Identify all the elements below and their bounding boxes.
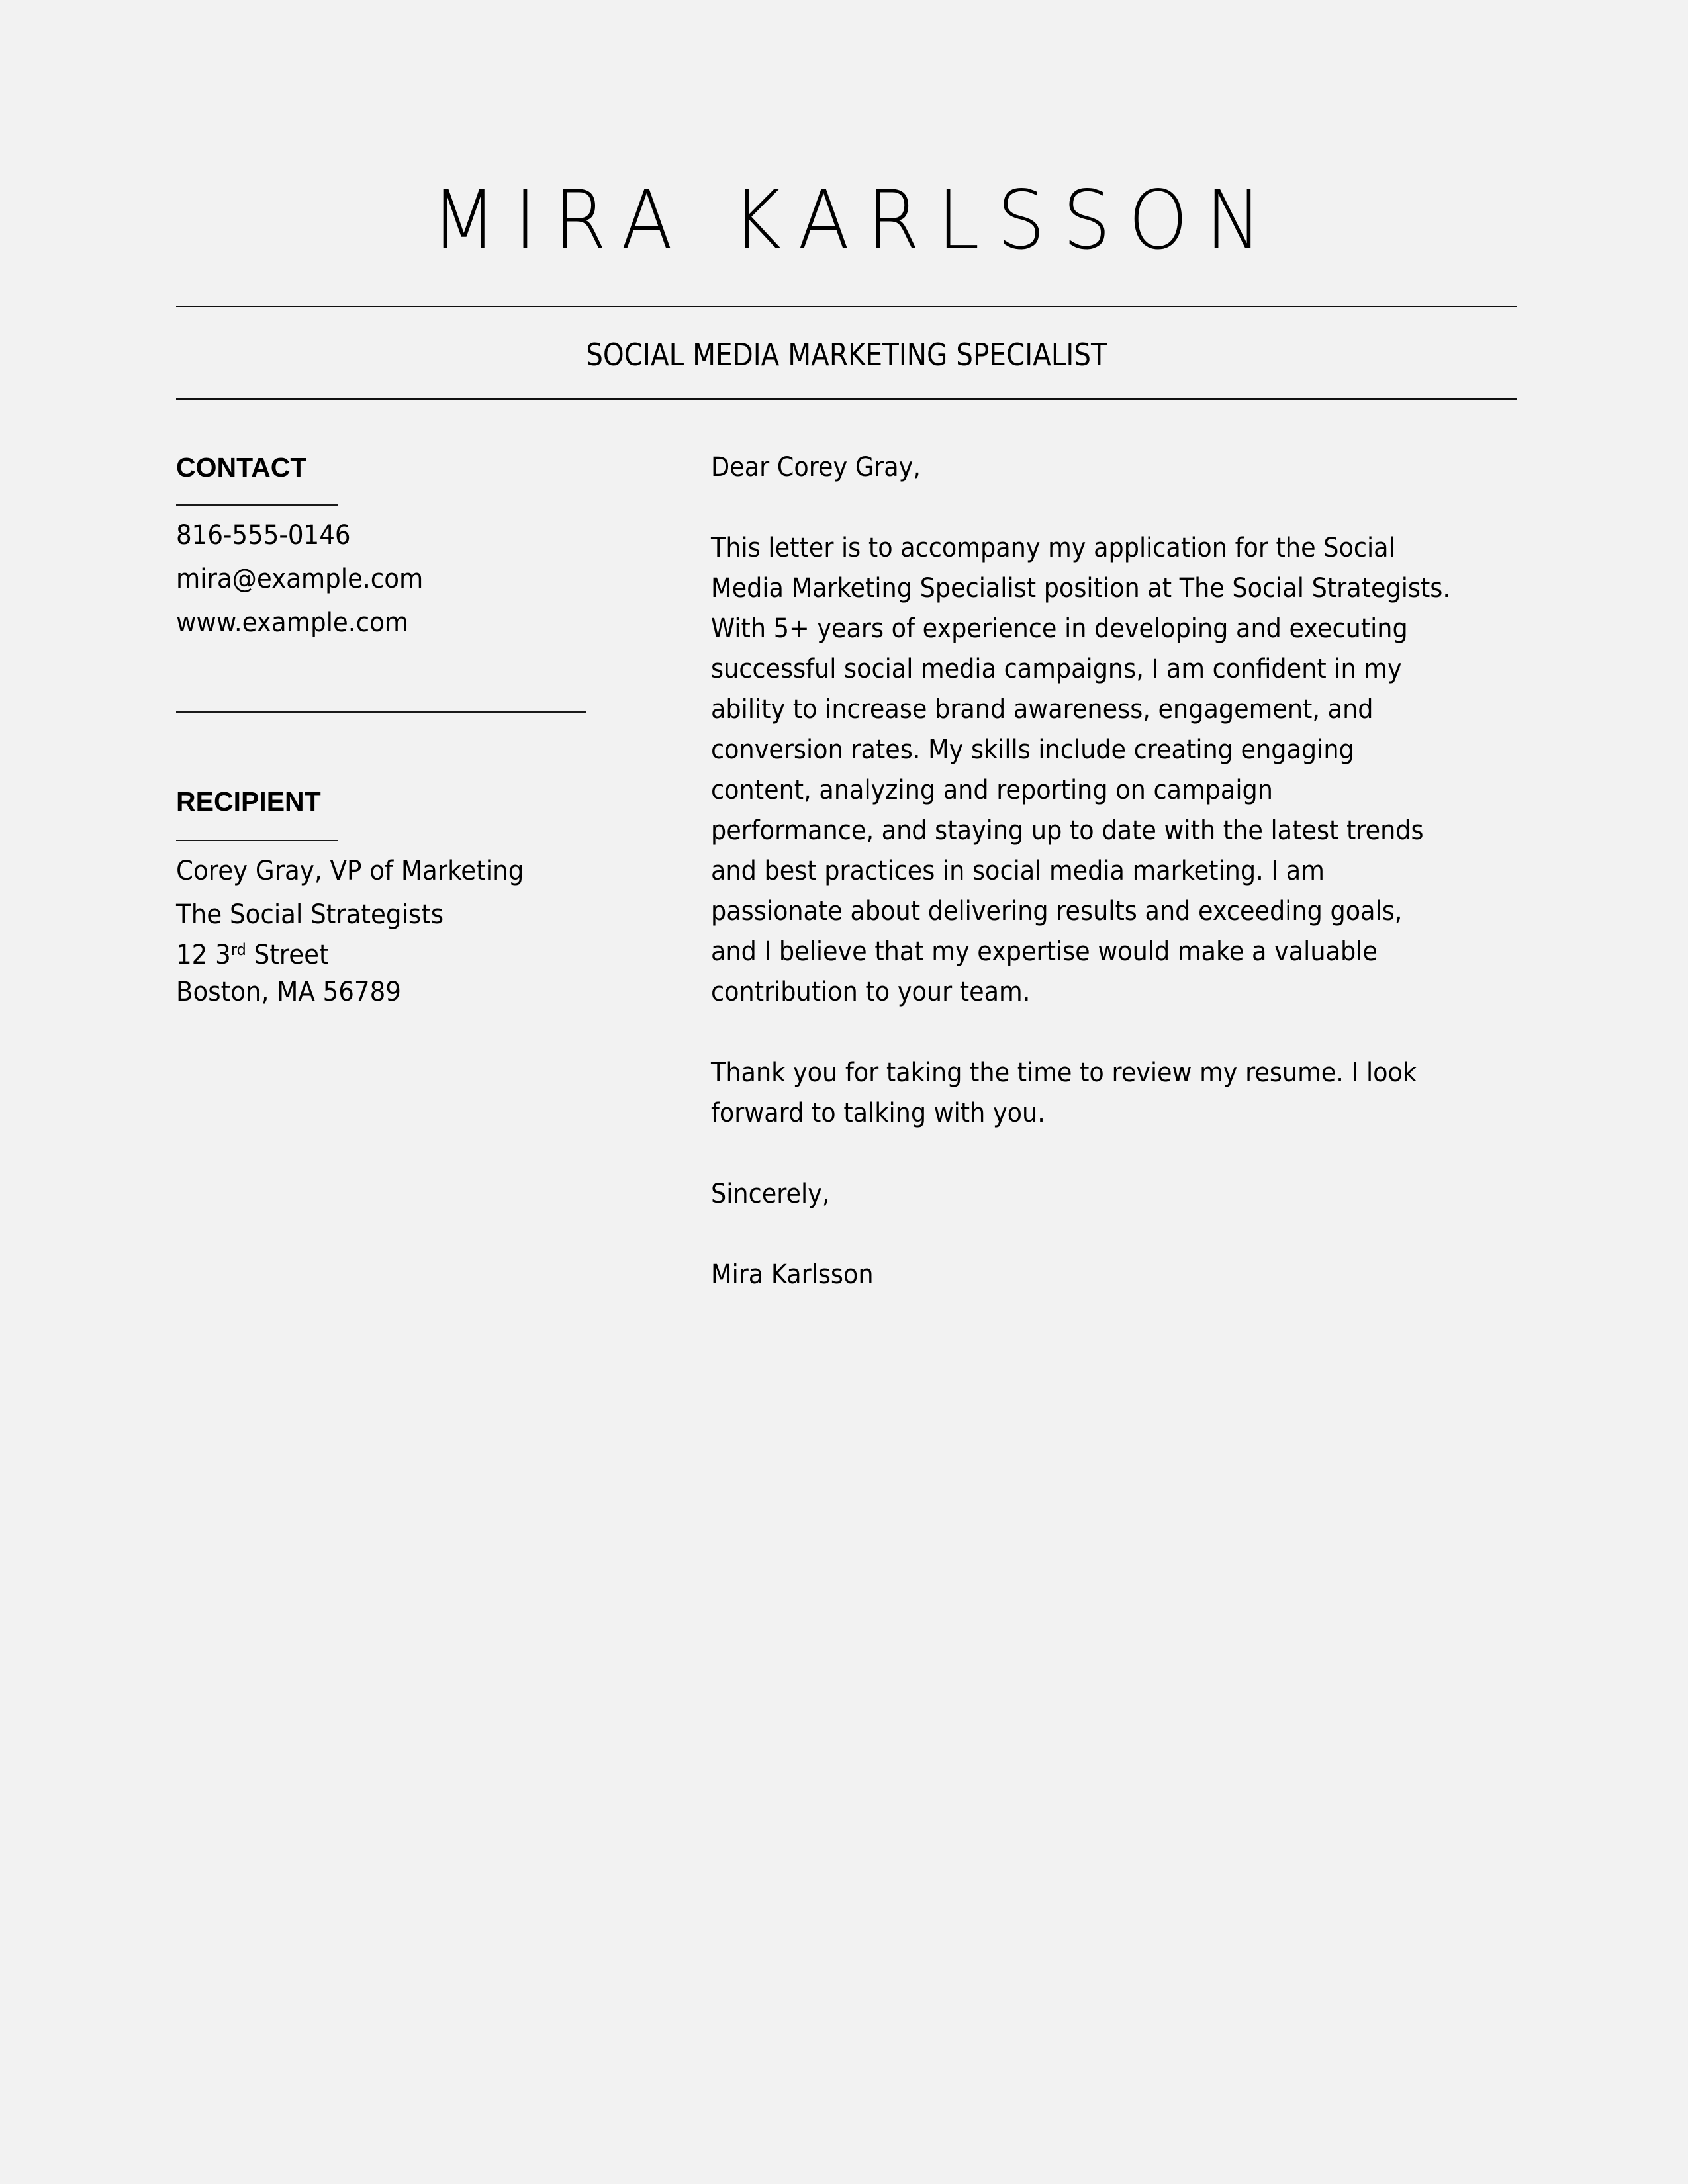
paragraph-line: content, analyzing and reporting on campaign (711, 775, 1273, 805)
paragraph-line: Media Marketing Specialist position at The Social Strategists. (711, 573, 1451, 604)
recipient-street (176, 936, 524, 974)
paragraph-line: contribution to your team. (711, 977, 1031, 1007)
paragraph-line: This letter is to accompany my application for the Social (711, 533, 1395, 563)
applicant-name: MIRA KARLSSON (431, 173, 1280, 267)
contact-heading: CONTACT (176, 452, 307, 482)
contact-heading-underline (176, 504, 338, 506)
letter-closing: Sincerely, (711, 1179, 830, 1209)
recipient-details (176, 849, 550, 1011)
header-bottom-rule (176, 398, 1517, 400)
recipient-heading-underline (176, 840, 338, 841)
paragraph-line: and I believe that my expertise would make a valuable (711, 936, 1378, 967)
paragraph-line: successful social media campaigns, I am confident in my (711, 654, 1402, 684)
paragraph-line: passionate about delivering results and exceeding goals, (711, 896, 1403, 927)
recipient-company: The Social Strategists (176, 899, 444, 930)
street-ordinal: rd (230, 940, 246, 959)
paragraph-line: Thank you for taking the time to review my resume. I look (711, 1058, 1417, 1088)
paragraph-line: conversion rates. My skills include creating engaging (711, 735, 1354, 765)
paragraph-line: and best practices in social media marketing. I am (711, 856, 1325, 886)
letter-paragraph-2 (711, 1053, 1545, 1134)
paragraph-gap (711, 488, 1545, 528)
letter-body (711, 447, 1545, 1295)
contact-website: www.example.com (176, 608, 409, 638)
section-divider (176, 711, 586, 713)
letter-paragraph-1 (711, 528, 1545, 1013)
contact-details (176, 514, 442, 645)
paragraph-gap (711, 1134, 1545, 1174)
letter-salutation: Dear Corey Gray, (711, 452, 921, 482)
street-name: Street (246, 940, 329, 970)
paragraph-line: performance, and staying up to date with the latest trends (711, 815, 1424, 846)
paragraph-gap (711, 1214, 1545, 1255)
paragraph-line: With 5+ years of experience in developing and executing (711, 614, 1408, 644)
street-number: 12 3 (176, 940, 231, 970)
header-top-rule (176, 306, 1517, 307)
recipient-city-state-zip: Boston, MA 56789 (176, 977, 401, 1007)
recipient-name-title: Corey Gray, VP of Marketing (176, 856, 524, 886)
paragraph-line: forward to talking with you. (711, 1098, 1045, 1128)
job-title: SOCIAL MEDIA MARKETING SPECIALIST (586, 337, 1107, 373)
paragraph-gap (711, 1013, 1545, 1053)
paragraph-line: ability to increase brand awareness, engagement, and (711, 694, 1374, 725)
contact-email: mira@example.com (176, 564, 424, 594)
recipient-heading: RECIPIENT (176, 786, 321, 817)
contact-phone: 816-555-0146 (176, 520, 351, 551)
letter-signature: Mira Karlsson (711, 1259, 874, 1290)
